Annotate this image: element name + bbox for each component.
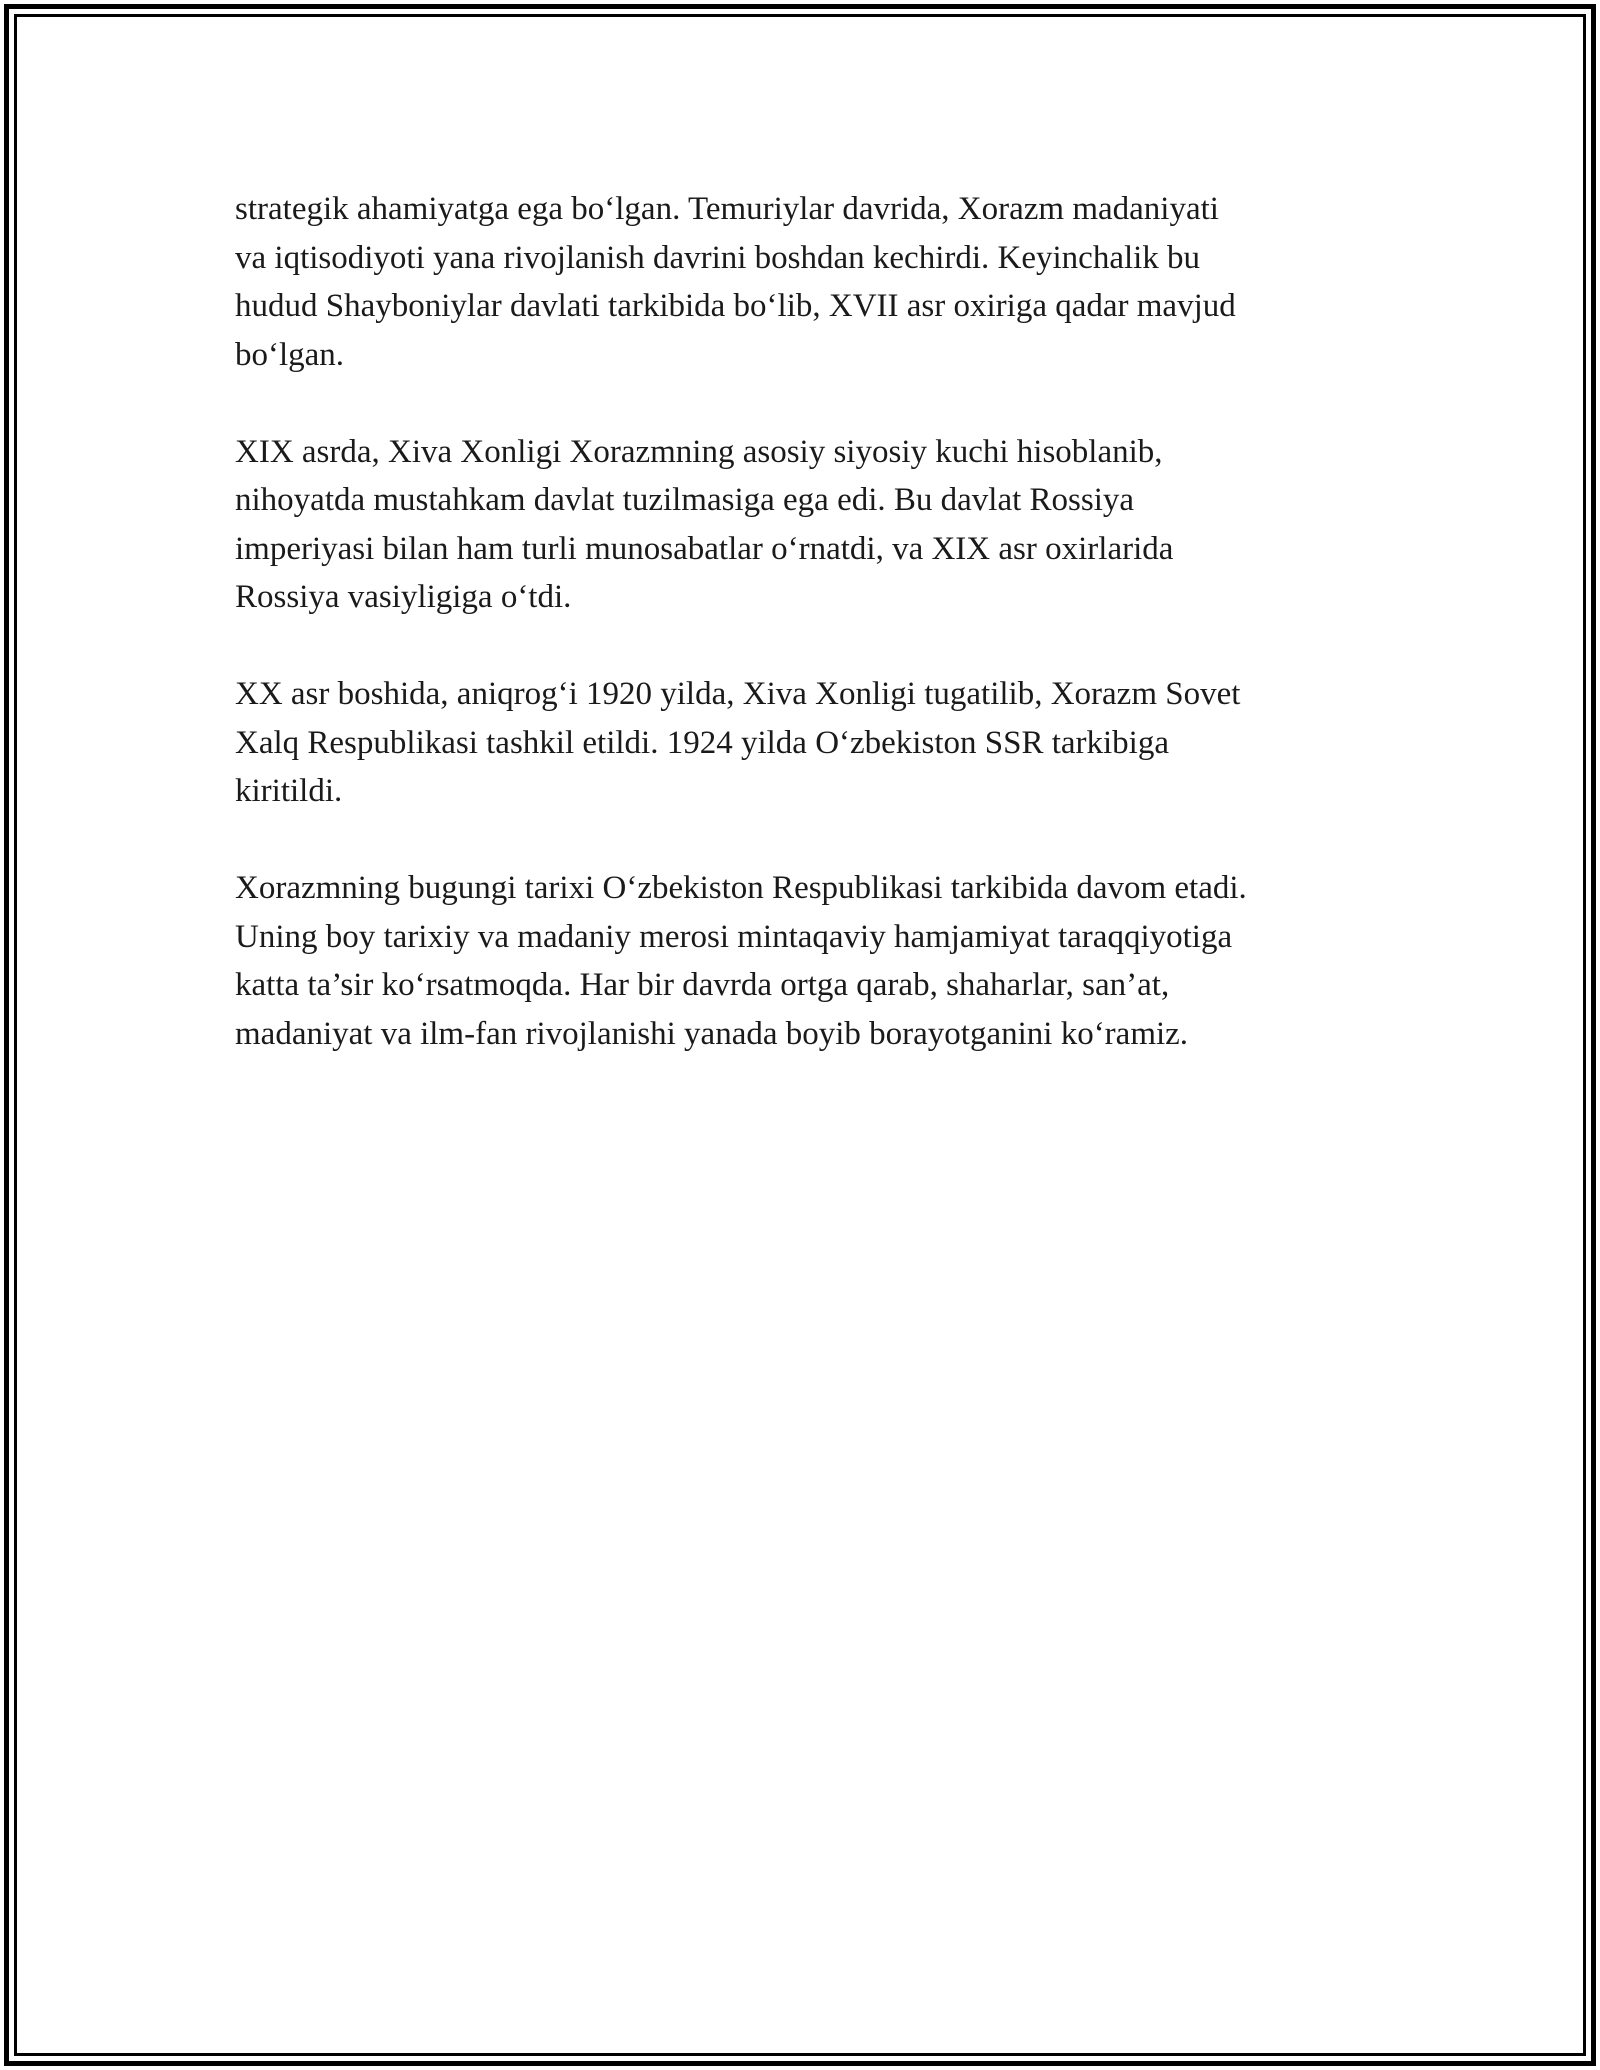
paragraph-temuriylar: strategik ahamiyatga ega bo‘lgan. Temuriylar davrida, Xorazm madaniyati va iqtisodiyoti yana rivojlanish davrini boshdan kechirdi. Keyinchalik bu hudud Shayboniylar davlati tarkibida bo‘lib, XVII asr oxiriga qadar mavjud bo‘lgan. xyxy=(235,191,1236,373)
document-body xyxy=(235,185,1365,1107)
paragraph-xiva-xonligi: XIX asrda, Xiva Xonligi Xorazmning asosiy siyosiy kuchi hisoblanib, nihoyatda mustahkam davlat tuzilmasiga ega edi. Bu davlat Rossiya imperiyasi bilan ham turli munosabatlar o‘rnatdi, va XIX asr oxirlarida Rossiya vasiyligiga o‘tdi. xyxy=(235,433,1174,615)
paragraph-xx-asr: XX asr boshida, aniqrog‘i 1920 yilda, Xiva Xonligi tugatilib, Xorazm Sovet Xalq Respublikasi tashkil etildi. 1924 yilda O‘zbekiston SSR tarkibiga kiritildi. xyxy=(235,676,1241,809)
paragraph-bugungi-tarix: Xorazmning bugungi tarixi O‘zbekiston Respublikasi tarkibida davom etadi. Uning boy tarixiy va madaniy merosi mintaqaviy hamjamiyat taraqqiyotiga katta ta’sir ko‘rsatmoqda. Har bir davrda ortga qarab, shaharlar, san’at, madaniyat va ilm-fan rivojlanishi yanada boyib borayotganini ko‘ramiz. xyxy=(235,870,1247,1052)
